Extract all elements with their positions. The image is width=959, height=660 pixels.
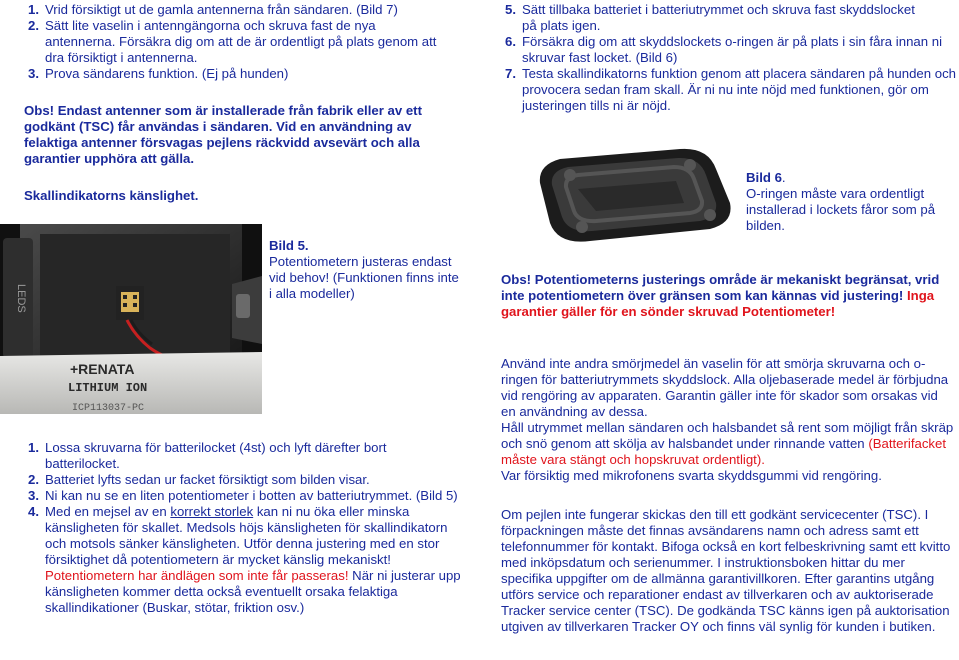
figure-5-caption (269, 238, 459, 302)
svg-text:ICP113037-PC: ICP113037-PC (72, 403, 145, 414)
section-heading: Skallindikatorns känslighet. (24, 188, 199, 203)
battery-compartment-image (0, 224, 262, 414)
service-paragraph: Om pejlen inte fungerar skickas den till ett godkänt servicecenter (TSC). I förpackningen måste det finnas avsändarens namn och adress samt ett telefonnummer för kontakt. Bifoga också en kort felbeskrivning samt ett kvitto med inköpsdatum och serienummer. I instruktionsboken hittar du mer specifika uppgifter om de allmänna garantivillkoren. Efter garantins utgång utförs service och reparationer endast av tillverkaren och av auktoriserade Tracker service center (TSC). De godkända TSC känns igen på auktorisation utgiven av tillverkaren Tracker OY och finns väl synlig för kunden i butiken. (501, 507, 951, 634)
red-warning: Potentiometern har ändlägen som inte får passeras! (45, 568, 349, 583)
red-note: (Batterifacket måste vara stängt och hopskruvat ordentligt). (501, 436, 947, 467)
battery-compartment-photo (0, 224, 262, 414)
svg-text:LEDS: LEDS (15, 284, 27, 313)
reassembly-steps (501, 2, 957, 114)
figure-5-title: Bild 5. (269, 238, 309, 253)
list-item: 7. Testa skallindikatorns funktion genom att placera sändaren på hunden och provocera sedan fram skall. Är ni nu inte nöjd med funktionen, gör om justeringen tills ni är nöjd. (505, 66, 957, 113)
list-item: 2. Sätt lite vaselin i antenngängorna och skruva fast de nya antennerna. Försäkra dig om att de är ordentligt på plats genom att dra försiktigt i antennerna. (28, 18, 437, 65)
maintenance-paragraph: Använd inte andra smörjmedel än vaselin för att smörja skruvarna och o-ringen för batteriutrymmets skyddslock. Alla oljebaserade medel är förbjudna vid rengöring av apparaten. Garantin gäller inte för skador som orsakas vid en användning av dessa. Håll utrymmet mellan sändaren och halsbandet så rent som möjligt från skräp och snö genom att skölja av halsbandet under rinnande vatten (Batterifacket måste vara stängt och hopskruvat ordentligt). Var försiktig med mikrofonens svarta skyddsgummi vid rengöring. (501, 356, 954, 483)
antenna-warning: Obs! Endast antenner som är installerade från fabrik eller av ett godkänt (TSC) får användas i sändaren. Vid en användning av felaktiga antenner försvagas pejlens räckvidd avsevärt och alla garantier upphöra att gälla. (24, 103, 422, 166)
list-item: 3. Prova sändarens funktion. (Ej på hunden) (28, 66, 289, 81)
underlined-term: korrekt storlek (170, 504, 254, 519)
figure-6-title: Bild 6 (746, 170, 782, 185)
list-item: 6. Försäkra dig om att skyddslockets o-ringen är på plats i sin fåra innan ni skruvar fast locket. (Bild 6) (505, 34, 943, 65)
sensitivity-steps (24, 440, 462, 616)
svg-text:LITHIUM ION: LITHIUM ION (68, 381, 148, 395)
antenna-steps (24, 2, 454, 82)
battery-lid-photo (530, 145, 735, 245)
potentiometer-warning: Obs! Potentiometerns justerings område är mekaniskt begränsat, vrid inte potentiometern över gränsen som kan kännas vid justering! Inga garantier gäller för en sönder skruvad Potentiometer! (501, 272, 940, 319)
figure-5-text: Potentiometern justeras endast vid behov! (Funktionen finns inte i alla modeller) (269, 254, 459, 301)
list-item: 2. Batteriet lyfts sedan ur facket försiktigt som bilden visar. (28, 472, 370, 487)
figure-6-caption (746, 170, 958, 234)
figure-6-text: O-ringen måste vara ordentligt installerad i lockets fåror som på bilden. (746, 186, 936, 233)
svg-text:+RENATA: +RENATA (70, 361, 135, 377)
list-item: 5. Sätt tillbaka batteriet i batteriutrymmet och skruva fast skyddslocket på plats igen. (505, 2, 915, 33)
list-item: 1. Lossa skruvarna för batterilocket (4st) och lyft därefter bort batterilocket. (28, 440, 387, 471)
figure-6-title-line: Bild 6. (746, 170, 786, 185)
list-item: 3. Ni kan nu se en liten potentiometer i botten av batteriutrymmet. (Bild 5) (28, 488, 458, 503)
battery-lid-image (530, 145, 735, 245)
list-item: 1. Vrid försiktigt ut de gamla antennerna från sändaren. (Bild 7) (28, 2, 398, 17)
list-item: 4. Med en mejsel av en korrekt storlek kan ni nu öka eller minska känsligheten för skallet. Medsols höjs känsligheten för skallindikatorn och motsols sänker känsligheten. Utför denna justering med en stor försiktighet då potentiometern är mycket känslig mekaniskt! Potentiometern har ändlägen som inte får passeras! När ni justerar upp känsligheten kommer detta också eventuellt orsaka felaktiga skallindikationer (Buskar, stötar, friktion osv.) (28, 504, 461, 615)
red-warning: Inga garantier gäller för en sönder skruvad Potentiometer! (501, 288, 935, 319)
